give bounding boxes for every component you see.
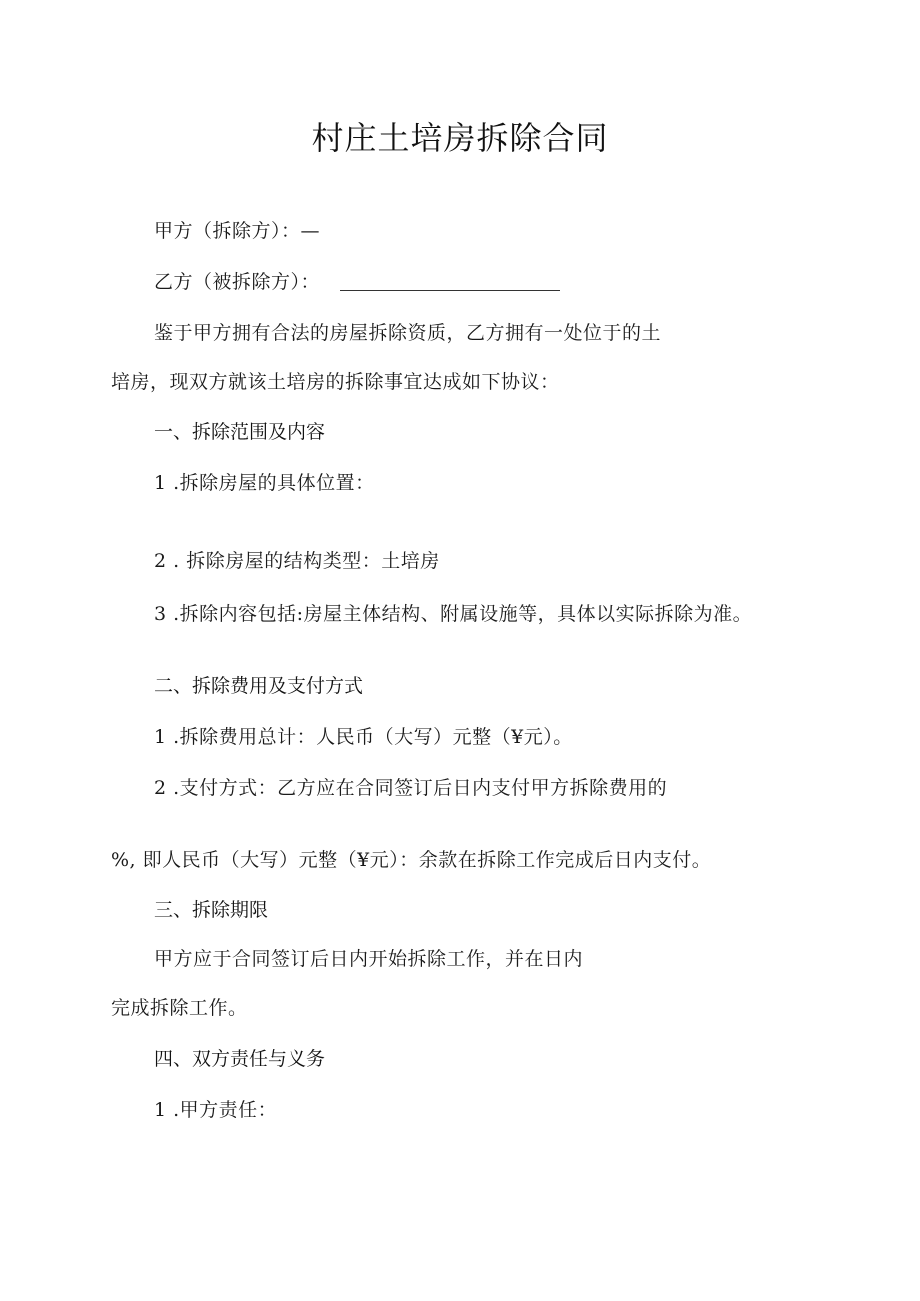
section-heading-4: 四、双方责任与义务 bbox=[154, 1048, 326, 1070]
clause-3-1: 甲方应于合同签订后日内开始拆除工作，并在日内 bbox=[154, 948, 584, 970]
section-heading-1: 一、拆除范围及内容 bbox=[154, 421, 326, 443]
clause-4-1: 1 .甲方责任： bbox=[154, 1099, 278, 1121]
intro-line-1: 鉴于甲方拥有合法的房屋拆除资质，乙方拥有一处位于的土 bbox=[154, 322, 662, 344]
section-heading-2: 二、拆除费用及支付方式 bbox=[154, 675, 364, 697]
clause-2-1: 1 .拆除费用总计：人民币（大写）元整（¥元）。 bbox=[154, 726, 573, 748]
party-b-line: 乙方（被拆除方）： bbox=[154, 271, 321, 293]
clause-1-2: 2 . 拆除房屋的结构类型：土培房 bbox=[154, 550, 440, 572]
clause-3-1-cont: 完成拆除工作。 bbox=[111, 997, 248, 1019]
intro-line-2: 培房，现双方就该土培房的拆除事宜达成如下协议： bbox=[111, 371, 560, 393]
section-heading-3: 三、拆除期限 bbox=[154, 899, 269, 921]
clause-1-1: 1 .拆除房屋的具体位置： bbox=[154, 472, 375, 494]
document-title: 村庄土培房拆除合同 bbox=[311, 119, 609, 157]
party-a-line: 甲方（拆除方）：— bbox=[154, 220, 321, 242]
clause-1-3: 3 .拆除内容包括:房屋主体结构、附属设施等，具体以实际拆除为准。 bbox=[154, 603, 753, 625]
clause-2-2-cont: %, 即人民币（大写）元整（¥元）：余款在拆除工作完成后日内支付。 bbox=[111, 849, 712, 871]
party-b-blank bbox=[340, 290, 560, 291]
clause-2-2: 2 .支付方式：乙方应在合同签订后日内支付甲方拆除费用的 bbox=[154, 777, 668, 799]
